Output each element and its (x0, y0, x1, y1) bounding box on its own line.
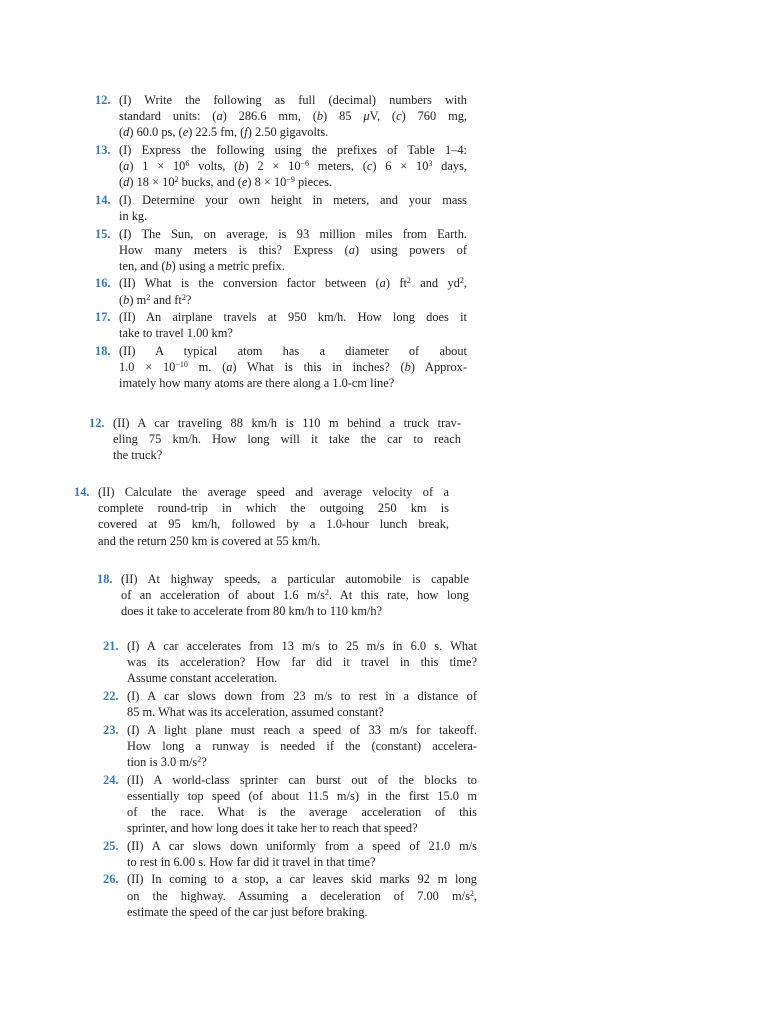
text-segment: (II) In coming to a stop, a car leaves skid marks 92 m long (127, 872, 477, 887)
problem-item (95, 192, 467, 224)
problem-text-line (98, 500, 449, 516)
problem-text-line (119, 174, 467, 190)
problem-text-line (119, 375, 467, 391)
text-segment: ) 18 × 10 (129, 175, 175, 190)
italic-text: b (404, 360, 411, 375)
problem-item (95, 275, 467, 307)
problem-item (74, 484, 449, 549)
text-segment: ) ft (385, 276, 407, 291)
problem-text-line (119, 108, 467, 124)
problem-item (103, 638, 477, 687)
problem-text-line (113, 447, 461, 463)
problem-text-line (119, 158, 467, 174)
problem-text-line (127, 788, 477, 804)
text-segment: ( (119, 159, 124, 174)
text-segment: . At this rate, how long (328, 588, 470, 603)
superscript: 2 (406, 276, 411, 286)
problem-item (95, 343, 467, 392)
problem-text-line (98, 484, 449, 500)
superscript: 2 (459, 276, 464, 286)
problem-number: 18. (97, 572, 113, 586)
problem-text-line (127, 722, 477, 738)
problem-number: 24. (103, 772, 119, 787)
text-segment: ) using a metric prefix. (171, 258, 285, 273)
text-segment: complete round-trip in which the outgoing 250 km is (98, 501, 449, 516)
text-segment: ) 85 (323, 109, 364, 124)
italic-text: a (226, 360, 233, 375)
text-segment: How long a runway is needed if the (constant) accelera- (127, 738, 477, 753)
text-segment: ) 1 × 10 (129, 159, 186, 174)
problem-item (103, 688, 477, 720)
text-segment: (II) An airplane travels at 950 km/h. How long does it (119, 310, 467, 325)
problem-text-line (127, 904, 477, 920)
superscript: 6 (185, 159, 190, 169)
problem-text-line (98, 533, 449, 549)
text-segment: the truck? (113, 448, 163, 463)
problem-text-line (127, 871, 477, 887)
problem-number: 14. (95, 192, 111, 207)
problem-group (89, 415, 461, 465)
text-segment: sprinter, and how long does it take her to reach that speed? (127, 821, 418, 836)
text-segment: on the highway. Assuming a deceleration of 7.00 m/s (127, 888, 470, 903)
text-segment: (I) A light plane must reach a speed of 33 m/s for takeoff. (127, 722, 477, 737)
text-segment: 1.0 × 10 (119, 360, 176, 375)
problem-text-line (119, 226, 467, 242)
problem-text-line (127, 772, 477, 788)
problem-text-line (119, 258, 467, 274)
text-segment: (I) Write the following as full (decimal) numbers with (119, 93, 467, 107)
text-segment: ) 2.50 gigavolts. (247, 125, 329, 140)
problem-text-line (127, 838, 477, 854)
text-segment: eling 75 km/h. How long will it take the car to reach (113, 432, 461, 447)
italic-text: b (238, 159, 245, 174)
superscript: −10 (175, 360, 188, 370)
text-segment: (I) A car slows down from 23 m/s to rest in a distance of (127, 688, 477, 703)
italic-text: c (366, 159, 373, 174)
superscript: 2 (181, 292, 186, 302)
text-segment: and yd (410, 276, 460, 291)
text-segment: How many meters is this? Express ( (119, 242, 349, 257)
text-segment: covered at 95 km/h, followed by a 1.0-hour lunch break, (98, 517, 449, 532)
text-segment: 85 m. What was its acceleration, assumed constant? (127, 705, 384, 720)
text-segment: ) What is this in inches? ( (232, 360, 405, 375)
problem-item (103, 838, 477, 870)
text-segment: (II) Calculate the average speed and average velocity of a (98, 485, 449, 499)
superscript: −9 (286, 175, 295, 185)
text-segment: ( (119, 292, 124, 307)
text-segment: (II) What is the conversion factor between ( (119, 276, 380, 291)
problem-text-line (119, 92, 467, 108)
italic-text: e (182, 125, 189, 140)
text-segment: ) m (129, 292, 147, 307)
text-segment: V, ( (369, 109, 397, 124)
italic-text: d (123, 125, 130, 140)
problem-number: 18. (95, 343, 111, 358)
superscript: 2 (469, 888, 474, 898)
problem-text-line (127, 738, 477, 754)
text-segment: standard units: ( (119, 109, 217, 124)
superscript: 2 (324, 588, 329, 598)
problem-text-line (119, 343, 467, 359)
text-segment: bucks, and ( (178, 175, 242, 190)
problem-text-line (119, 208, 467, 224)
problem-item (103, 722, 477, 771)
problem-number: 26. (103, 872, 119, 887)
superscript: 2 (197, 755, 202, 765)
text-segment: essentially top speed (of about 11.5 m/s) in the first 15.0 m (127, 788, 477, 803)
text-segment: ? (185, 292, 192, 307)
italic-text: b (165, 258, 172, 273)
text-segment: (I) Determine your own height in meters, and your mass (119, 192, 467, 207)
problem-item (95, 309, 467, 341)
problem-text-line (127, 804, 477, 820)
text-segment: estimate the speed of the car just before braking. (127, 904, 368, 919)
text-segment: take to travel 1.00 km? (119, 326, 233, 341)
italic-text: b (316, 109, 324, 124)
text-segment: ( (119, 125, 124, 140)
problem-number: 25. (103, 838, 119, 853)
problem-text-line (119, 359, 467, 375)
problem-text-line (98, 516, 449, 532)
text-segment: of the race. What is the average acceleration of this (127, 804, 477, 819)
text-segment: ) 60.0 ps, ( (129, 125, 183, 140)
problem-number: 15. (95, 226, 111, 241)
text-segment: and ft (150, 292, 182, 307)
problem-number: 16. (95, 276, 111, 291)
text-segment: meters, ( (309, 159, 367, 174)
text-segment: of an acceleration of about 1.6 m/s (121, 588, 325, 603)
problem-group (95, 92, 467, 393)
text-segment: days, (432, 159, 467, 174)
text-segment: (I) A car accelerates from 13 m/s to 25 m/s in 6.0 s. What (127, 639, 477, 653)
text-segment: tion is 3.0 m/s (127, 755, 198, 770)
italic-text: d (123, 175, 130, 190)
problem-text-line (121, 571, 469, 587)
text-segment: , (463, 276, 467, 291)
problem-text-line (127, 688, 477, 704)
text-segment: ) 8 × 10 (247, 175, 287, 190)
problem-text-line (119, 142, 467, 158)
problem-item (97, 571, 469, 620)
text-segment: Assume constant acceleration. (127, 671, 278, 686)
problem-item (95, 142, 467, 191)
text-segment: does it take to accelerate from 80 km/h to 110 km/h? (121, 604, 383, 619)
problem-number: 12. (89, 416, 105, 430)
text-segment: pieces. (294, 175, 333, 190)
problem-text-line (121, 603, 469, 619)
italic-text: a (123, 159, 130, 174)
superscript: 3 (428, 159, 433, 169)
problem-item (103, 772, 477, 837)
problem-text-line (127, 654, 477, 670)
text-segment: (II) A typical atom has a diameter of about (119, 343, 467, 358)
text-segment: ? (201, 755, 207, 770)
problem-number: 22. (103, 688, 119, 703)
problem-text-line (127, 638, 477, 654)
problem-text-line (113, 431, 461, 447)
text-segment: ) 6 × 10 (372, 159, 429, 174)
text-segment: (II) A car traveling 88 km/h is 110 m behind a truck trav- (113, 416, 461, 430)
text-segment: (II) At highway speeds, a particular automobile is capable (121, 572, 469, 586)
problem-group (103, 638, 477, 921)
superscript: 2 (174, 175, 179, 185)
italic-text: b (123, 292, 130, 307)
text-segment: ) 22.5 fm, ( (188, 125, 245, 140)
problem-text-line (113, 415, 461, 431)
text-segment: was its acceleration? How far did it travel in this time? (127, 655, 477, 670)
text-segment: , (473, 888, 477, 903)
problem-number: 23. (103, 722, 119, 737)
text-segment: ) using powers of (354, 242, 467, 257)
text-segment: ) 760 mg, (401, 109, 467, 124)
text-segment: ) Approx- (410, 360, 468, 375)
text-segment: (II) A world-class sprinter can burst out of the blocks to (127, 772, 477, 787)
text-segment: in kg. (119, 209, 148, 224)
problem-text-line (121, 587, 469, 603)
text-segment: ) 2 × 10 (244, 159, 301, 174)
problem-text-line (127, 820, 477, 836)
problem-text-line (119, 192, 467, 208)
text-segment: imately how many atoms are there along a 1.0-cm line? (119, 376, 395, 391)
problem-text-line (127, 670, 477, 686)
text-segment: and the return 250 km is covered at 55 km/h. (98, 533, 321, 548)
problem-text-line (127, 754, 477, 770)
problem-text-line (119, 242, 467, 258)
text-segment: (I) Express the following using the prefixes of Table 1–4: (119, 142, 467, 157)
italic-text: e (241, 175, 248, 190)
text-segment: ten, and ( (119, 258, 166, 273)
problem-text-line (119, 325, 467, 341)
text-segment: (II) A car slows down uniformly from a speed of 21.0 m/s (127, 838, 477, 853)
problem-number: 17. (95, 310, 111, 325)
italic-text: f (244, 125, 248, 140)
text-segment: ( (119, 175, 124, 190)
problem-number: 21. (103, 639, 119, 653)
italic-text: c (396, 109, 402, 124)
text-segment: volts, ( (189, 159, 239, 174)
text-segment: m. ( (187, 360, 227, 375)
problem-text-line (127, 888, 477, 904)
problem-item (95, 92, 467, 141)
problem-group (97, 571, 469, 621)
problem-text-line (119, 124, 467, 140)
problem-text-line (119, 309, 467, 325)
text-segment: ) 286.6 mm, ( (222, 109, 317, 124)
text-segment: (I) The Sun, on average, is 93 million miles from Earth. (119, 226, 467, 241)
problem-number: 13. (95, 142, 111, 157)
problem-group (74, 484, 449, 550)
problem-item (95, 226, 467, 275)
problem-text-line (119, 275, 467, 291)
problem-text-line (127, 704, 477, 720)
italic-text: a (216, 109, 223, 124)
problem-text-line (119, 292, 467, 308)
italic-text: a (379, 276, 386, 291)
problem-item (89, 415, 461, 464)
text-segment: to rest in 6.00 s. How far did it travel in that time? (127, 854, 376, 869)
italic-text: μ (363, 109, 370, 124)
superscript: −6 (300, 159, 310, 169)
problem-item (103, 871, 477, 920)
superscript: 2 (146, 292, 151, 302)
problem-text-line (127, 854, 477, 870)
problem-number: 12. (95, 93, 111, 107)
problem-number: 14. (74, 485, 90, 499)
italic-text: a (348, 242, 355, 257)
